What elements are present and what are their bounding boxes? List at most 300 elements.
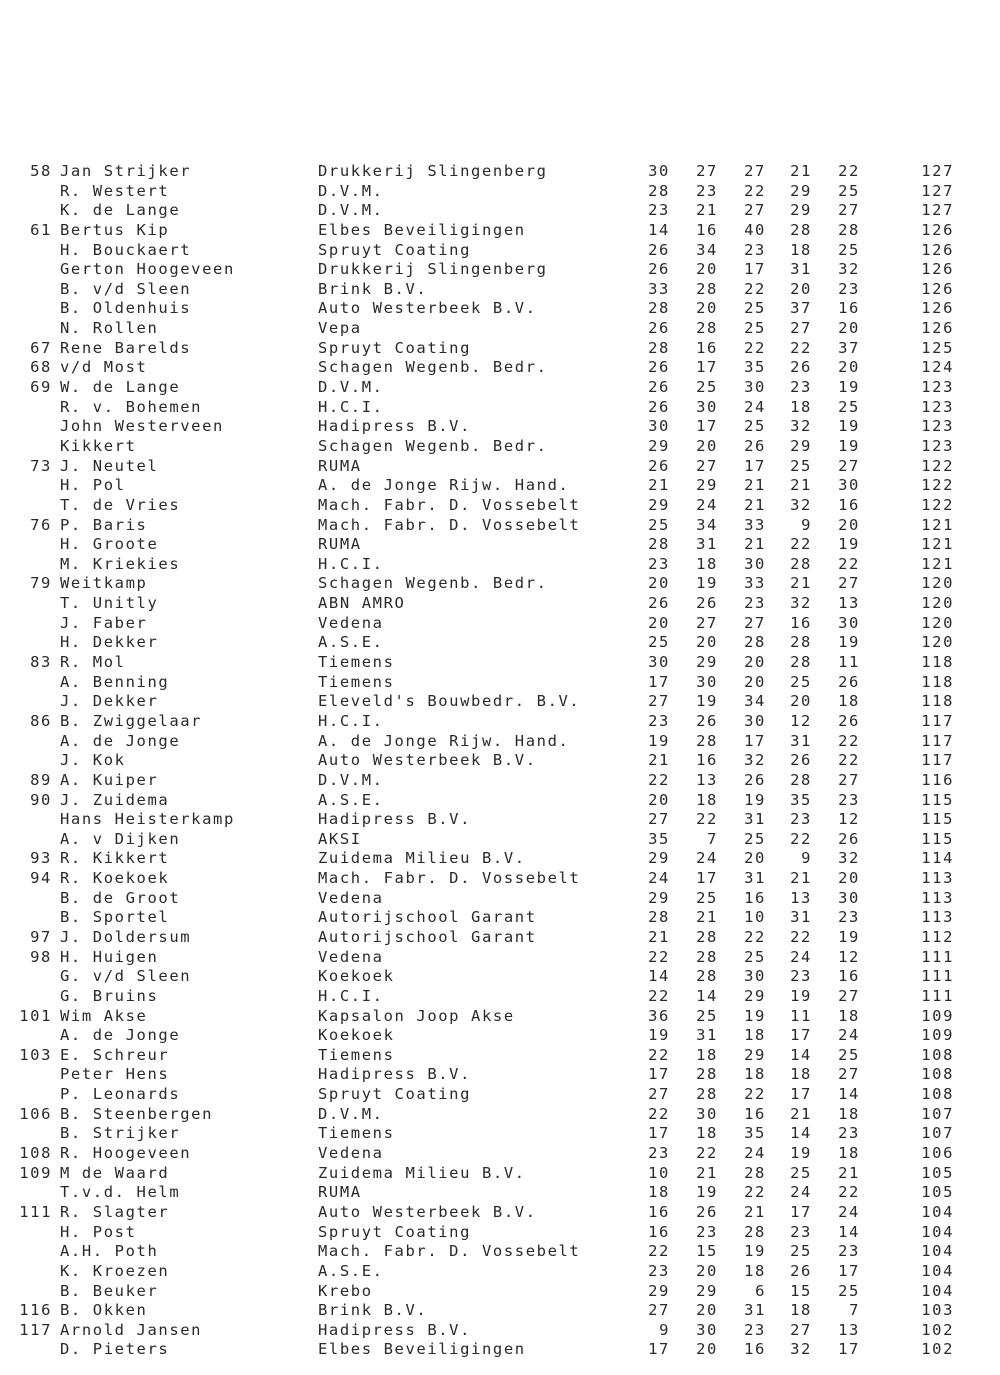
total-score: 104: [921, 1261, 954, 1280]
result-row: [0, 1164, 1000, 1184]
round-score: 27: [838, 1065, 860, 1084]
round-score: 21: [790, 162, 812, 180]
round-score: 32: [790, 1340, 812, 1359]
round-score: 18: [696, 1124, 718, 1143]
round-score: 18: [790, 1065, 812, 1084]
round-score: 25: [696, 378, 718, 397]
round-score: 22: [838, 554, 860, 573]
result-row: [0, 319, 1000, 339]
round-score: 33: [744, 515, 766, 534]
player-name: Kikkert: [60, 436, 137, 455]
round-score: 20: [838, 358, 860, 377]
round-score: 28: [790, 220, 812, 239]
round-score: 6: [755, 1281, 766, 1300]
round-score: 29: [648, 436, 670, 455]
round-score: 22: [790, 829, 812, 848]
round-score: 19: [648, 731, 670, 750]
club-name: Koekoek: [318, 967, 395, 986]
round-score: 11: [838, 653, 860, 672]
round-score: 17: [744, 456, 766, 475]
club-name: ABN AMRO: [318, 594, 406, 613]
round-score: 21: [790, 476, 812, 495]
total-score: 121: [921, 515, 954, 534]
round-score: 11: [790, 1006, 812, 1025]
round-score: 16: [744, 888, 766, 907]
player-name: M de Waard: [60, 1163, 170, 1182]
round-score: 32: [790, 417, 812, 436]
round-score: 19: [838, 417, 860, 436]
round-score: 16: [790, 613, 812, 632]
club-name: Brink B.V.: [318, 1301, 428, 1320]
player-name: H. Groote: [60, 535, 159, 554]
result-row: [0, 437, 1000, 457]
player-name: R. Kikkert: [60, 849, 170, 868]
round-score: 24: [790, 1183, 812, 1202]
round-score: 35: [648, 829, 670, 848]
round-score: 28: [696, 1065, 718, 1084]
round-score: 23: [648, 201, 670, 220]
round-score: 25: [744, 829, 766, 848]
round-score: 23: [790, 967, 812, 986]
round-score: 32: [838, 849, 860, 868]
round-score: 27: [838, 770, 860, 789]
round-score: 28: [696, 1085, 718, 1104]
result-row: [0, 810, 1000, 830]
round-score: 18: [696, 554, 718, 573]
rank-number: 106: [19, 1104, 52, 1123]
round-score: 25: [838, 181, 860, 200]
result-row: [0, 358, 1000, 378]
round-score: 19: [696, 574, 718, 593]
result-row: [0, 771, 1000, 791]
result-row: [0, 712, 1000, 732]
result-row: [0, 732, 1000, 752]
round-score: 23: [744, 240, 766, 259]
round-score: 26: [790, 358, 812, 377]
round-score: 12: [838, 947, 860, 966]
round-score: 21: [648, 751, 670, 770]
round-score: 31: [790, 260, 812, 279]
player-name: J. Neutel: [60, 456, 159, 475]
result-row: [0, 1183, 1000, 1203]
round-score: 31: [744, 1301, 766, 1320]
result-row: [0, 398, 1000, 418]
club-name: Hadipress B.V.: [318, 1320, 472, 1339]
club-name: Tiemens: [318, 1045, 395, 1064]
round-score: 19: [790, 1144, 812, 1163]
round-score: 25: [744, 319, 766, 338]
round-score: 25: [744, 417, 766, 436]
round-score: 33: [744, 574, 766, 593]
round-score: 28: [790, 653, 812, 672]
round-score: 14: [648, 220, 670, 239]
rank-number: 103: [19, 1045, 52, 1064]
round-score: 20: [744, 653, 766, 672]
round-score: 27: [790, 1320, 812, 1339]
total-score: 127: [921, 181, 954, 200]
round-score: 31: [744, 810, 766, 829]
player-name: H. Post: [60, 1222, 137, 1241]
round-score: 7: [707, 829, 718, 848]
club-name: Mach. Fabr. D. Vossebelt: [318, 515, 581, 534]
result-row: [0, 1026, 1000, 1046]
result-row: [0, 1007, 1000, 1027]
round-score: 22: [696, 810, 718, 829]
round-score: 27: [648, 1085, 670, 1104]
round-score: 28: [790, 554, 812, 573]
result-row: [0, 614, 1000, 634]
round-score: 20: [838, 869, 860, 888]
result-row: [0, 791, 1000, 811]
rank-number: 116: [19, 1301, 52, 1320]
round-score: 20: [696, 299, 718, 318]
round-score: 28: [696, 731, 718, 750]
player-name: P. Leonards: [60, 1085, 181, 1104]
player-name: P. Baris: [60, 515, 148, 534]
club-name: Autorijschool Garant: [318, 908, 537, 927]
club-name: A. de Jonge Rijw. Hand.: [318, 476, 570, 495]
round-score: 22: [790, 535, 812, 554]
round-score: 17: [744, 731, 766, 750]
round-score: 26: [744, 770, 766, 789]
round-score: 29: [648, 849, 670, 868]
result-row: [0, 260, 1000, 280]
result-row: [0, 1223, 1000, 1243]
club-name: Zuidema Milieu B.V.: [318, 849, 526, 868]
club-name: Tiemens: [318, 653, 395, 672]
round-score: 35: [744, 358, 766, 377]
round-score: 26: [648, 358, 670, 377]
result-row: [0, 692, 1000, 712]
result-row: [0, 182, 1000, 202]
round-score: 16: [696, 751, 718, 770]
club-name: Vedena: [318, 1144, 384, 1163]
round-score: 23: [696, 181, 718, 200]
round-score: 32: [744, 751, 766, 770]
round-score: 28: [838, 220, 860, 239]
round-score: 34: [696, 515, 718, 534]
club-name: Krebo: [318, 1281, 373, 1300]
round-score: 27: [838, 574, 860, 593]
round-score: 13: [790, 888, 812, 907]
round-score: 13: [838, 594, 860, 613]
round-score: 16: [744, 1340, 766, 1359]
round-score: 28: [696, 279, 718, 298]
round-score: 22: [744, 338, 766, 357]
player-name: R. Slagter: [60, 1202, 170, 1221]
player-name: T.v.d. Helm: [60, 1183, 181, 1202]
round-score: 16: [648, 1222, 670, 1241]
round-score: 34: [696, 240, 718, 259]
round-score: 18: [838, 692, 860, 711]
round-score: 32: [790, 594, 812, 613]
result-row: [0, 516, 1000, 536]
club-name: D.V.M.: [318, 378, 384, 397]
round-score: 26: [648, 594, 670, 613]
round-score: 21: [744, 1202, 766, 1221]
round-score: 23: [744, 594, 766, 613]
round-score: 26: [648, 378, 670, 397]
player-name: B. de Groot: [60, 888, 181, 907]
result-row: [0, 417, 1000, 437]
round-score: 10: [744, 908, 766, 927]
round-score: 19: [838, 436, 860, 455]
total-score: 106: [921, 1144, 954, 1163]
round-score: 14: [790, 1124, 812, 1143]
round-score: 17: [790, 1202, 812, 1221]
rank-number: 73: [30, 456, 52, 475]
round-score: 21: [790, 574, 812, 593]
result-row: [0, 1065, 1000, 1085]
round-score: 35: [744, 1124, 766, 1143]
rank-number: 58: [30, 162, 52, 180]
round-score: 27: [648, 692, 670, 711]
total-score: 111: [921, 986, 954, 1005]
round-score: 30: [696, 1320, 718, 1339]
round-score: 31: [696, 1026, 718, 1045]
total-score: 125: [921, 338, 954, 357]
total-score: 111: [921, 967, 954, 986]
round-score: 17: [648, 1124, 670, 1143]
player-name: G. Bruins: [60, 986, 159, 1005]
round-score: 22: [790, 338, 812, 357]
player-name: Weitkamp: [60, 574, 148, 593]
player-name: J. Faber: [60, 613, 148, 632]
round-score: 25: [838, 1045, 860, 1064]
round-score: 9: [659, 1320, 670, 1339]
round-score: 26: [790, 751, 812, 770]
round-score: 30: [648, 417, 670, 436]
round-score: 29: [696, 1281, 718, 1300]
player-name: Wim Akse: [60, 1006, 148, 1025]
result-row: [0, 1262, 1000, 1282]
round-score: 25: [648, 515, 670, 534]
total-score: 113: [921, 908, 954, 927]
club-name: Auto Westerbeek B.V.: [318, 751, 537, 770]
result-row: [0, 1085, 1000, 1105]
round-score: 23: [648, 554, 670, 573]
result-row: [0, 948, 1000, 968]
round-score: 30: [838, 888, 860, 907]
player-name: Jan Strijker: [60, 162, 192, 180]
result-row: [0, 869, 1000, 889]
club-name: A.S.E.: [318, 1261, 384, 1280]
round-score: 21: [696, 201, 718, 220]
round-score: 23: [790, 810, 812, 829]
round-score: 22: [838, 1183, 860, 1202]
player-name: D. Pieters: [60, 1340, 170, 1359]
round-score: 16: [696, 220, 718, 239]
result-row: [0, 1105, 1000, 1125]
round-score: 28: [696, 927, 718, 946]
round-score: 19: [744, 790, 766, 809]
round-score: 32: [838, 260, 860, 279]
total-score: 118: [921, 692, 954, 711]
round-score: 20: [696, 1301, 718, 1320]
round-score: 24: [744, 1144, 766, 1163]
round-score: 23: [790, 378, 812, 397]
club-name: Tiemens: [318, 1124, 395, 1143]
round-score: 30: [838, 476, 860, 495]
round-score: 22: [838, 731, 860, 750]
round-score: 27: [838, 201, 860, 220]
total-score: 126: [921, 319, 954, 338]
club-name: A.S.E.: [318, 633, 384, 652]
player-name: A. de Jonge: [60, 731, 181, 750]
round-score: 27: [744, 201, 766, 220]
result-row: [0, 673, 1000, 693]
round-score: 12: [838, 810, 860, 829]
round-score: 30: [744, 711, 766, 730]
result-row: [0, 1340, 1000, 1360]
round-score: 29: [648, 1281, 670, 1300]
result-row: [0, 339, 1000, 359]
player-name: A.H. Poth: [60, 1242, 159, 1261]
rank-number: 79: [30, 574, 52, 593]
round-score: 28: [648, 908, 670, 927]
round-score: 21: [744, 476, 766, 495]
round-score: 7: [849, 1301, 860, 1320]
result-row: [0, 653, 1000, 673]
round-score: 29: [790, 201, 812, 220]
round-score: 20: [696, 1261, 718, 1280]
result-row: [0, 378, 1000, 398]
result-row: [0, 1321, 1000, 1341]
rank-number: 97: [30, 927, 52, 946]
round-score: 28: [790, 770, 812, 789]
round-score: 22: [838, 162, 860, 180]
round-score: 18: [648, 1183, 670, 1202]
result-row: [0, 967, 1000, 987]
player-name: K. Kroezen: [60, 1261, 170, 1280]
rank-number: 93: [30, 849, 52, 868]
result-row: [0, 496, 1000, 516]
round-score: 18: [696, 1045, 718, 1064]
round-score: 26: [838, 711, 860, 730]
total-score: 113: [921, 888, 954, 907]
round-score: 20: [648, 790, 670, 809]
round-score: 14: [838, 1085, 860, 1104]
round-score: 20: [838, 319, 860, 338]
round-score: 20: [696, 436, 718, 455]
round-score: 24: [744, 397, 766, 416]
club-name: Hadipress B.V.: [318, 417, 472, 436]
total-score: 126: [921, 299, 954, 318]
total-score: 127: [921, 162, 954, 180]
round-score: 26: [696, 711, 718, 730]
round-score: 16: [838, 967, 860, 986]
round-score: 25: [838, 397, 860, 416]
round-score: 16: [696, 338, 718, 357]
player-name: H. Huigen: [60, 947, 159, 966]
player-name: Hans Heisterkamp: [60, 810, 235, 829]
round-score: 28: [744, 633, 766, 652]
result-row: [0, 1242, 1000, 1262]
round-score: 30: [696, 1104, 718, 1123]
total-score: 102: [921, 1340, 954, 1359]
round-score: 21: [838, 1163, 860, 1182]
player-name: v/d Most: [60, 358, 148, 377]
round-score: 22: [648, 1104, 670, 1123]
round-score: 21: [790, 1104, 812, 1123]
total-score: 123: [921, 378, 954, 397]
player-name: R. Mol: [60, 653, 126, 672]
total-score: 115: [921, 810, 954, 829]
round-score: 13: [838, 1320, 860, 1339]
total-score: 122: [921, 495, 954, 514]
player-name: John Westerveen: [60, 417, 224, 436]
round-score: 20: [838, 515, 860, 534]
total-score: 107: [921, 1124, 954, 1143]
round-score: 25: [790, 672, 812, 691]
round-score: 14: [648, 967, 670, 986]
round-score: 13: [696, 770, 718, 789]
rank-number: 98: [30, 947, 52, 966]
total-score: 123: [921, 397, 954, 416]
club-name: Elbes Beveiligingen: [318, 220, 526, 239]
total-score: 103: [921, 1301, 954, 1320]
round-score: 28: [648, 535, 670, 554]
club-name: H.C.I.: [318, 711, 384, 730]
club-name: Spruyt Coating: [318, 1085, 472, 1104]
round-score: 22: [648, 1242, 670, 1261]
total-score: 104: [921, 1281, 954, 1300]
round-score: 25: [838, 240, 860, 259]
total-score: 109: [921, 1026, 954, 1045]
player-name: Rene Barelds: [60, 338, 192, 357]
player-name: A. Benning: [60, 672, 170, 691]
round-score: 19: [838, 633, 860, 652]
club-name: H.C.I.: [318, 554, 384, 573]
round-score: 28: [648, 181, 670, 200]
club-name: Spruyt Coating: [318, 1222, 472, 1241]
total-score: 123: [921, 436, 954, 455]
round-score: 30: [696, 672, 718, 691]
total-score: 116: [921, 770, 954, 789]
round-score: 25: [648, 633, 670, 652]
round-score: 27: [696, 162, 718, 180]
round-score: 18: [790, 1301, 812, 1320]
club-name: RUMA: [318, 535, 362, 554]
round-score: 29: [648, 495, 670, 514]
player-name: R. Hoogeveen: [60, 1144, 192, 1163]
round-score: 29: [790, 181, 812, 200]
round-score: 17: [648, 1065, 670, 1084]
total-score: 120: [921, 633, 954, 652]
club-name: Kapsalon Joop Akse: [318, 1006, 515, 1025]
round-score: 14: [838, 1222, 860, 1241]
player-name: G. v/d Sleen: [60, 967, 192, 986]
result-row: [0, 476, 1000, 496]
round-score: 14: [790, 1045, 812, 1064]
total-score: 117: [921, 731, 954, 750]
round-score: 31: [790, 731, 812, 750]
club-name: Hadipress B.V.: [318, 1065, 472, 1084]
club-name: H.C.I.: [318, 986, 384, 1005]
round-score: 30: [838, 613, 860, 632]
round-score: 25: [790, 1242, 812, 1261]
rank-number: 86: [30, 711, 52, 730]
round-score: 28: [648, 299, 670, 318]
round-score: 21: [648, 476, 670, 495]
round-score: 16: [744, 1104, 766, 1123]
round-score: 23: [838, 279, 860, 298]
rank-number: 89: [30, 770, 52, 789]
player-name: J. Zuidema: [60, 790, 170, 809]
result-row: [0, 457, 1000, 477]
round-score: 20: [696, 1340, 718, 1359]
result-row: [0, 1046, 1000, 1066]
